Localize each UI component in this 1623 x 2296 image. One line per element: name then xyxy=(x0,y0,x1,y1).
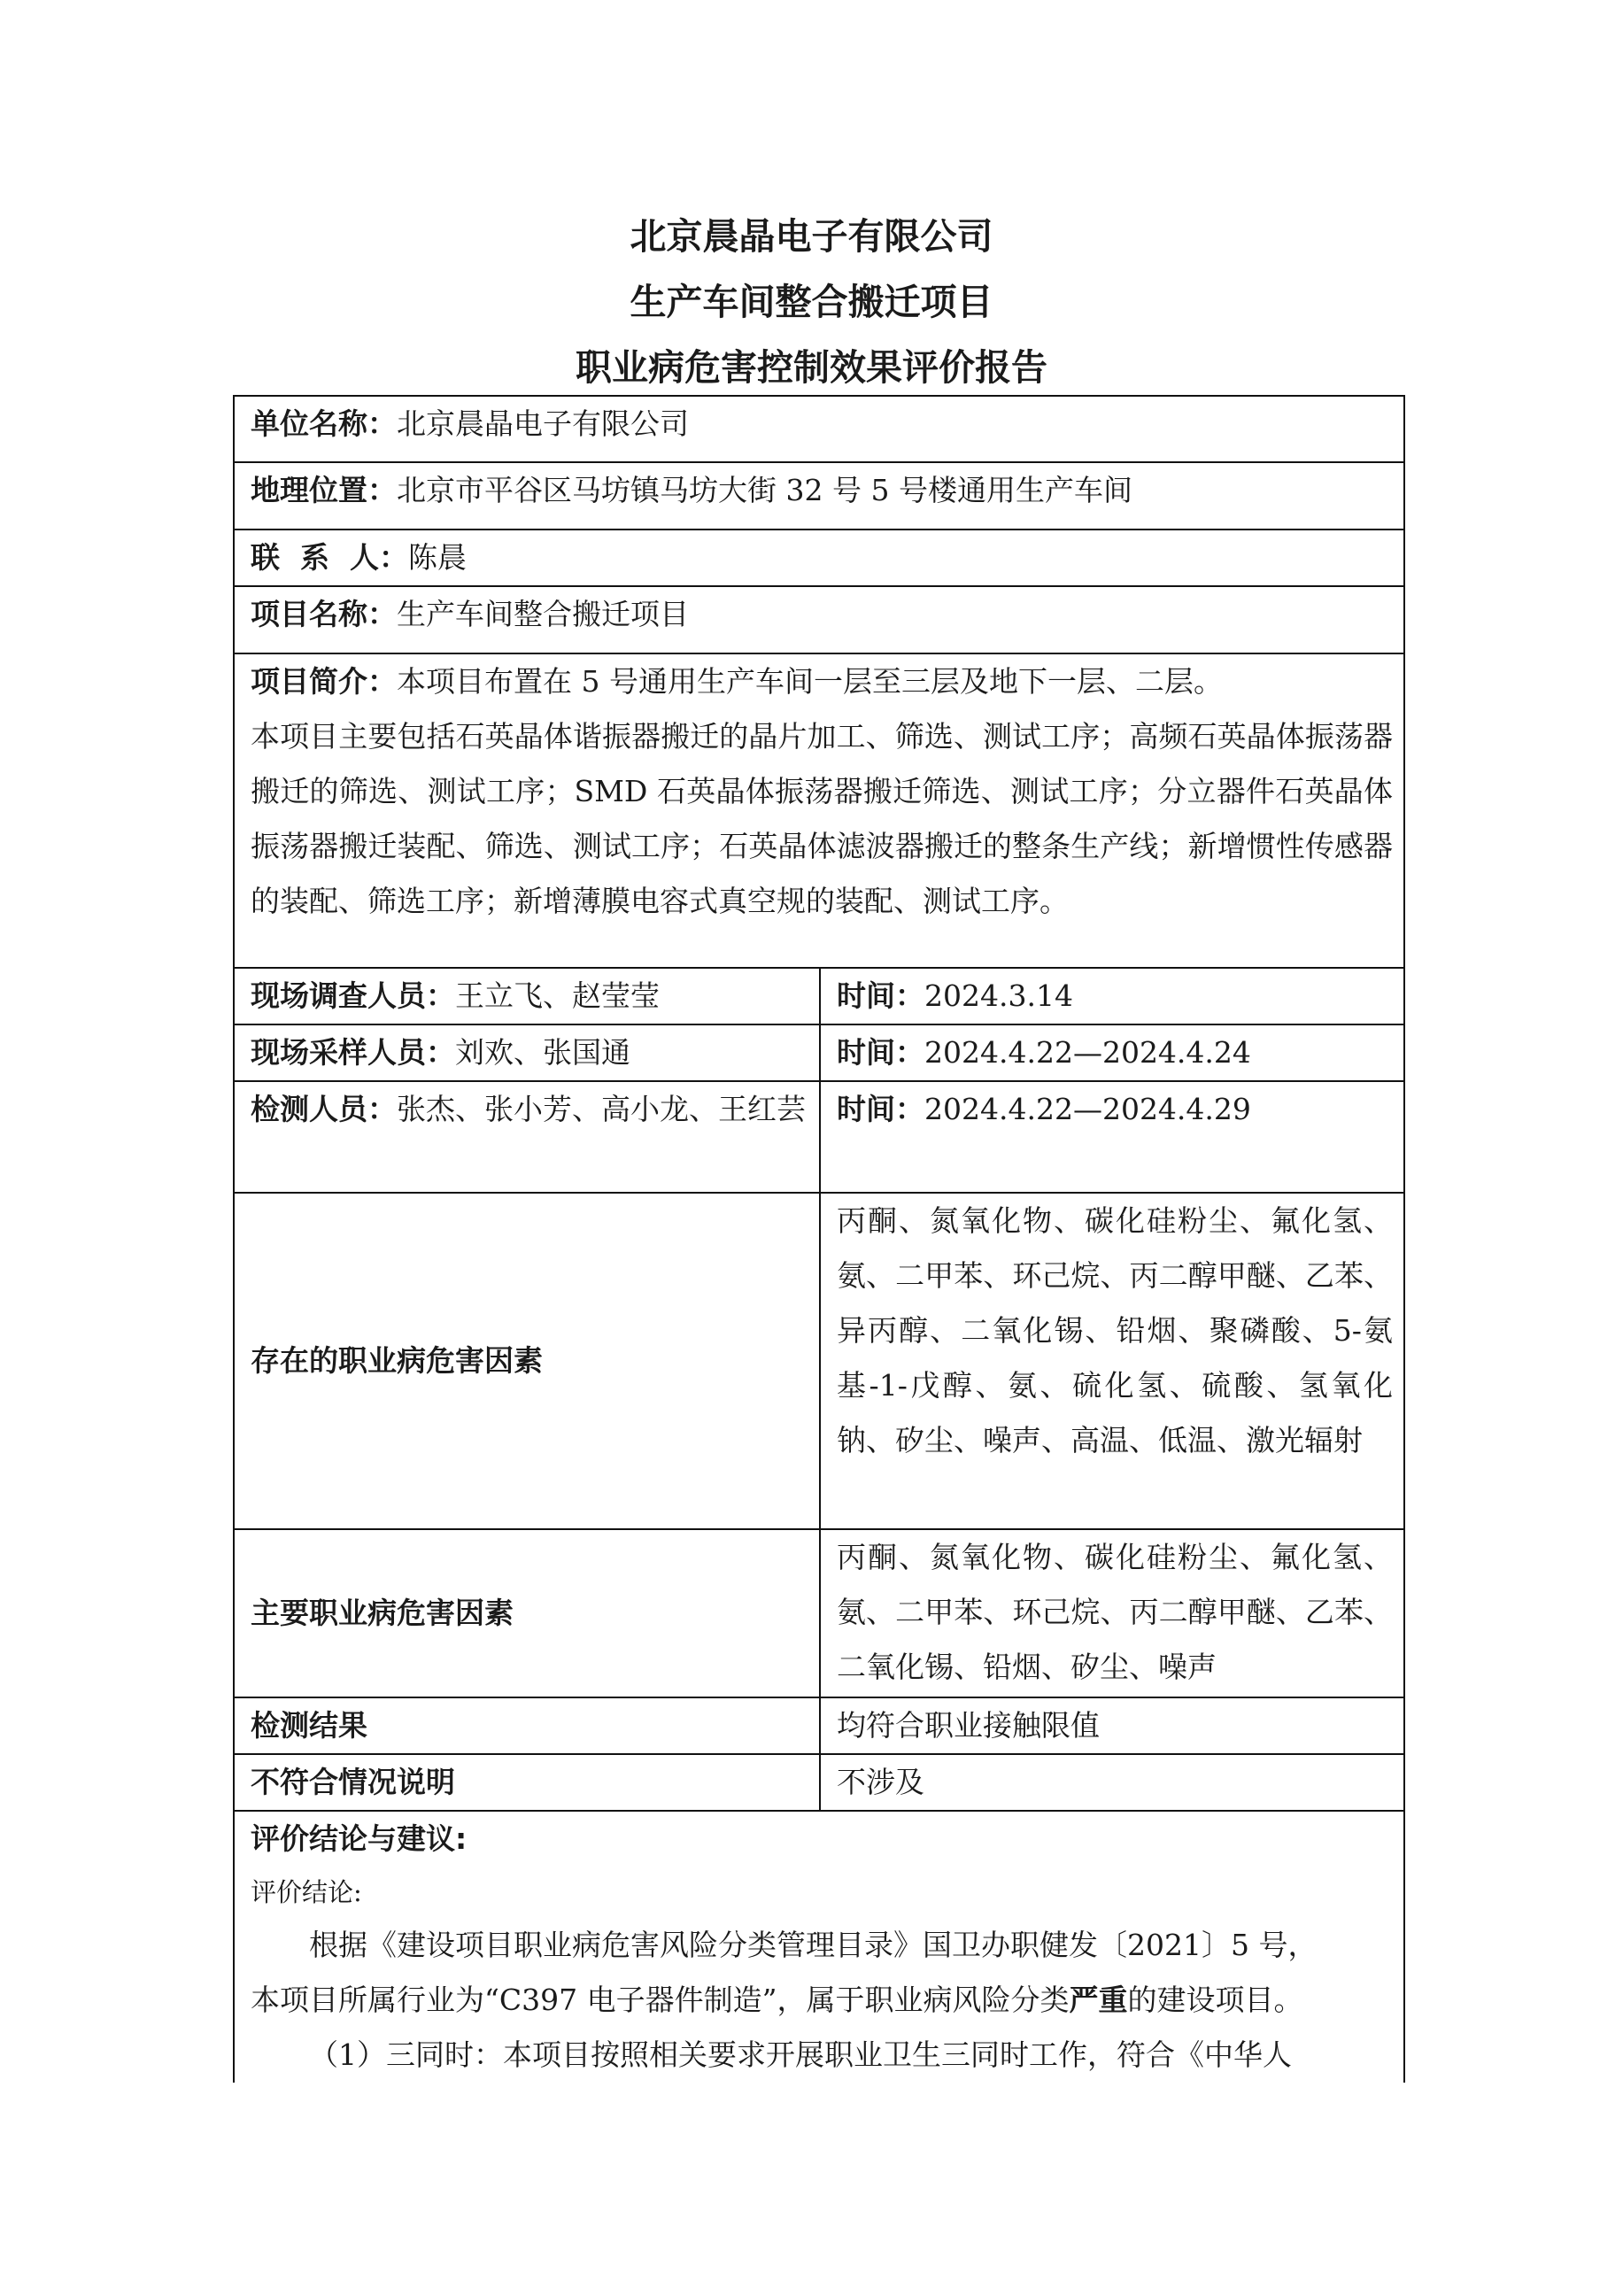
location-row xyxy=(234,462,1404,530)
conclusion-para1: 根据《建设项目职业病危害风险分类管理目录》国卫办职健发〔2021〕5 号， xyxy=(309,1928,1318,1962)
noncompliance-value: 不涉及 xyxy=(820,1754,1404,1811)
hazards-main-row xyxy=(234,1529,1404,1697)
location-label: 地理位置： xyxy=(251,473,397,507)
hazards-main-label: 主要职业病危害因素 xyxy=(234,1529,820,1697)
noncompliance-row xyxy=(234,1754,1404,1811)
result-value: 均符合职业接触限值 xyxy=(820,1697,1404,1754)
project-name-label: 项目名称： xyxy=(251,597,397,631)
report-table xyxy=(233,395,1405,2083)
location-value: 北京市平谷区马坊镇马坊大街 32 号 5 号楼通用生产车间 xyxy=(397,473,1132,507)
conclusion-sub-label: 评价结论: xyxy=(251,1877,362,1907)
sampling-row xyxy=(234,1024,1404,1081)
conclusion-para2-a: 本项目所属行业为“C397 电子器件制造”，属于职业病风险分类 xyxy=(251,1983,1070,2017)
noncompliance-label: 不符合情况说明 xyxy=(234,1754,820,1811)
contact-value: 陈晨 xyxy=(407,540,467,575)
unit-row xyxy=(234,396,1404,462)
conclusion-para2-c: 的建设项目。 xyxy=(1127,1983,1303,2017)
title-report: 职业病危害控制效果评价报告 xyxy=(576,346,1047,389)
project-name-row xyxy=(234,586,1404,653)
conclusion-para2 xyxy=(251,1973,1393,2028)
hazards-main-value: 丙酮、氮氧化物、碳化硅粉尘、氟化氢、氨、二甲苯、环己烷、丙二醇甲醚、乙苯、二氧化锡、铅烟、矽尘、噪声 xyxy=(820,1529,1404,1697)
hazards-existing-value: 丙酮、氮氧化物、碳化硅粉尘、氟化氢、氨、二甲苯、环己烷、丙二醇甲醚、乙苯、异丙醇、二氧化锡、铅烟、聚磷酸、5-氨基-1-戊醇、氨、硫化氢、硫酸、氢氧化钠、矽尘、噪声、高温、低温、激光辐射 xyxy=(820,1193,1404,1529)
intro-row xyxy=(234,653,1404,968)
contact-label: 联 系 人： xyxy=(251,540,408,575)
conclusion-row xyxy=(234,1811,1404,2083)
testing-row xyxy=(234,1081,1404,1193)
unit-value: 北京晨晶电子有限公司 xyxy=(397,406,689,441)
title-project: 生产车间整合搬迁项目 xyxy=(630,281,993,323)
project-name-value: 生产车间整合搬迁项目 xyxy=(397,597,689,631)
intro-first-line xyxy=(251,654,1393,709)
intro-body: 本项目主要包括石英晶体谐振器搬迁的晶片加工、筛选、测试工序；高频石英晶体振荡器搬迁的筛选、测试工序；SMD 石英晶体振荡器搬迁筛选、测试工序；分立器件石英晶体振荡器搬迁装配、筛选、测试工序；石英晶体滤波器搬迁的整条生产线；新增惯性传感器的装配、筛选工序；新增薄膜电容式真空规的装配、测试工序。 xyxy=(251,719,1393,918)
conclusion-label: 评价结论与建议: xyxy=(251,1821,468,1856)
testing-value: 张杰、张小芳、高小龙、王红芸 xyxy=(397,1092,806,1126)
testing-label: 检测人员： xyxy=(251,1092,397,1126)
sampling-time: 2024.4.22—2024.4.24 xyxy=(924,1035,1251,1070)
survey-value: 王立飞、赵莹莹 xyxy=(455,978,660,1013)
risk-level: 严重 xyxy=(1069,1983,1128,2017)
contact-row xyxy=(234,530,1404,586)
survey-row xyxy=(234,968,1404,1024)
intro-first: 本项目布置在 5 号通用生产车间一层至三层及地下一层、二层。 xyxy=(397,664,1223,699)
conclusion-para3: （1）三同时：本项目按照相关要求开展职业卫生三同时工作，符合《中华人 xyxy=(309,2037,1292,2072)
hazards-existing-label: 存在的职业病危害因素 xyxy=(234,1193,820,1529)
hazards-existing-row xyxy=(234,1193,1404,1529)
report-title xyxy=(0,204,1623,400)
title-company: 北京晨晶电子有限公司 xyxy=(630,215,993,258)
unit-label: 单位名称： xyxy=(251,406,397,441)
sampling-time-label: 时间： xyxy=(837,1035,924,1070)
sampling-value: 刘欢、张国通 xyxy=(455,1035,630,1070)
result-row xyxy=(234,1697,1404,1754)
testing-time: 2024.4.22—2024.4.29 xyxy=(924,1092,1251,1126)
result-label: 检测结果 xyxy=(234,1697,820,1754)
intro-label: 项目简介： xyxy=(251,664,397,699)
survey-label: 现场调查人员： xyxy=(251,978,455,1013)
survey-time-label: 时间： xyxy=(837,978,924,1013)
sampling-label: 现场采样人员： xyxy=(251,1035,455,1070)
survey-time: 2024.3.14 xyxy=(924,978,1073,1013)
testing-time-label: 时间： xyxy=(837,1092,924,1126)
